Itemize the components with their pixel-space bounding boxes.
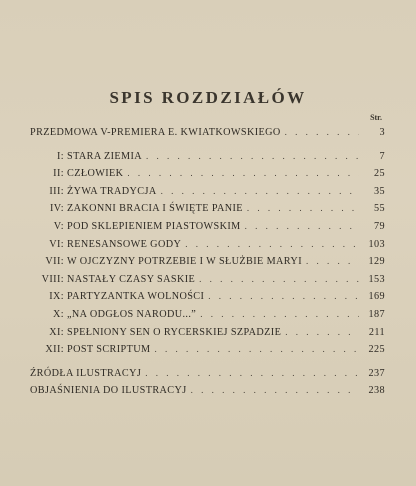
leader-dots	[247, 200, 359, 218]
toc-entry-chapter-2	[30, 165, 385, 183]
toc-entry-preface	[30, 124, 385, 142]
leader-dots	[208, 288, 359, 306]
toc-entry-page: 238	[368, 385, 385, 397]
leader-dots	[145, 365, 359, 383]
leader-dots	[185, 236, 359, 254]
leader-dots	[146, 148, 359, 166]
toc-entry-page: 187	[368, 308, 385, 320]
leader-dots	[285, 124, 359, 142]
toc-entry-title: „NA ODGŁOS NARODU...”	[67, 308, 197, 320]
toc-entry-title: STARA ZIEMIA	[67, 150, 143, 162]
leader-dots	[306, 253, 359, 271]
toc-entry-chapter-4	[30, 200, 385, 218]
toc-entry-title: ZAKONNI BRACIA I ŚWIĘTE PANIE	[67, 203, 243, 215]
leader-dots	[161, 183, 359, 201]
toc-entry-chapter-8	[30, 271, 385, 289]
toc-entry-page: 169	[368, 291, 385, 303]
toc-entry-page: 103	[368, 238, 385, 250]
toc-entry-title: ŻYWA TRADYCJA	[67, 185, 157, 197]
toc-entry-page: 3	[379, 127, 385, 138]
toc-entry-number: X:	[53, 308, 64, 320]
toc-entry-title: POD SKLEPIENIEM PIASTOWSKIM	[67, 220, 241, 232]
toc-entry-number: VII:	[45, 256, 64, 268]
toc-entry-title: POST SCRIPTUM	[67, 344, 151, 356]
table-of-contents	[30, 124, 385, 400]
toc-entry-title: W OJCZYZNY POTRZEBIE I W SŁUŻBIE MARYI	[67, 256, 302, 268]
toc-entry-explanations	[30, 382, 385, 400]
toc-entry-number: XI:	[49, 326, 64, 338]
toc-entry-chapter-10	[30, 306, 385, 324]
toc-entry-number: I:	[56, 150, 64, 162]
toc-entry-chapter-6	[30, 236, 385, 254]
leader-dots	[191, 382, 359, 400]
toc-entry-number: III:	[49, 185, 64, 197]
leader-dots	[200, 306, 359, 324]
page-title: SPIS ROZDZIAŁÓW	[109, 88, 307, 107]
toc-entry-title: CZŁOWIEK	[67, 168, 124, 180]
toc-entry-page: 129	[368, 256, 385, 268]
toc-entry-chapter-7	[30, 253, 385, 271]
toc-entry-page: 7	[379, 150, 385, 162]
toc-entry-page: 225	[368, 344, 385, 356]
leader-dots	[154, 341, 359, 359]
toc-entry-chapter-11	[30, 324, 385, 342]
toc-entry-number: XII:	[45, 344, 64, 356]
toc-entry-chapter-1	[30, 148, 385, 166]
toc-entry-chapter-3	[30, 183, 385, 201]
toc-entry-title: PARTYZANTKA WOLNOŚCI	[67, 291, 205, 303]
toc-entry-page: 237	[368, 367, 385, 379]
toc-entry-number: IV:	[49, 203, 64, 215]
toc-entry-title: NASTAŁY CZASY SASKIE	[67, 273, 196, 285]
toc-entry-chapter-9	[30, 288, 385, 306]
toc-entry-chapter-5	[30, 218, 385, 236]
toc-entry-page: 211	[368, 326, 385, 338]
toc-entry-title: SPEŁNIONY SEN O RYCERSKIEJ SZPADZIE	[67, 326, 282, 338]
page-column-label: Str.	[370, 113, 382, 122]
toc-entry-number: V:	[53, 220, 64, 232]
toc-entry-page: 79	[374, 220, 385, 232]
toc-entry-page: 55	[374, 203, 385, 215]
toc-entry-page: 35	[374, 185, 385, 197]
toc-entry-number: VIII:	[41, 273, 64, 285]
toc-entry-title: PRZEDMOWA V-PREMIERA E. KWIATKOWSKIEGO	[30, 127, 281, 138]
toc-entry-number: VI:	[49, 238, 64, 250]
toc-entry-page: 25	[374, 168, 385, 180]
leader-dots	[199, 271, 359, 289]
toc-entry-sources	[30, 365, 385, 383]
toc-entry-title: OBJAŚNIENIA DO ILUSTRACYJ	[30, 385, 187, 397]
toc-entry-title: RENESANSOWE GODY	[67, 238, 182, 250]
toc-entry-page: 153	[368, 273, 385, 285]
toc-entry-chapter-12	[30, 341, 385, 359]
toc-entry-number: II:	[53, 168, 64, 180]
leader-dots	[285, 324, 359, 342]
toc-entry-title: ŹRÓDŁA ILUSTRACYJ	[30, 367, 142, 379]
toc-entry-number: IX:	[49, 291, 64, 303]
leader-dots	[127, 165, 359, 183]
leader-dots	[245, 218, 359, 236]
